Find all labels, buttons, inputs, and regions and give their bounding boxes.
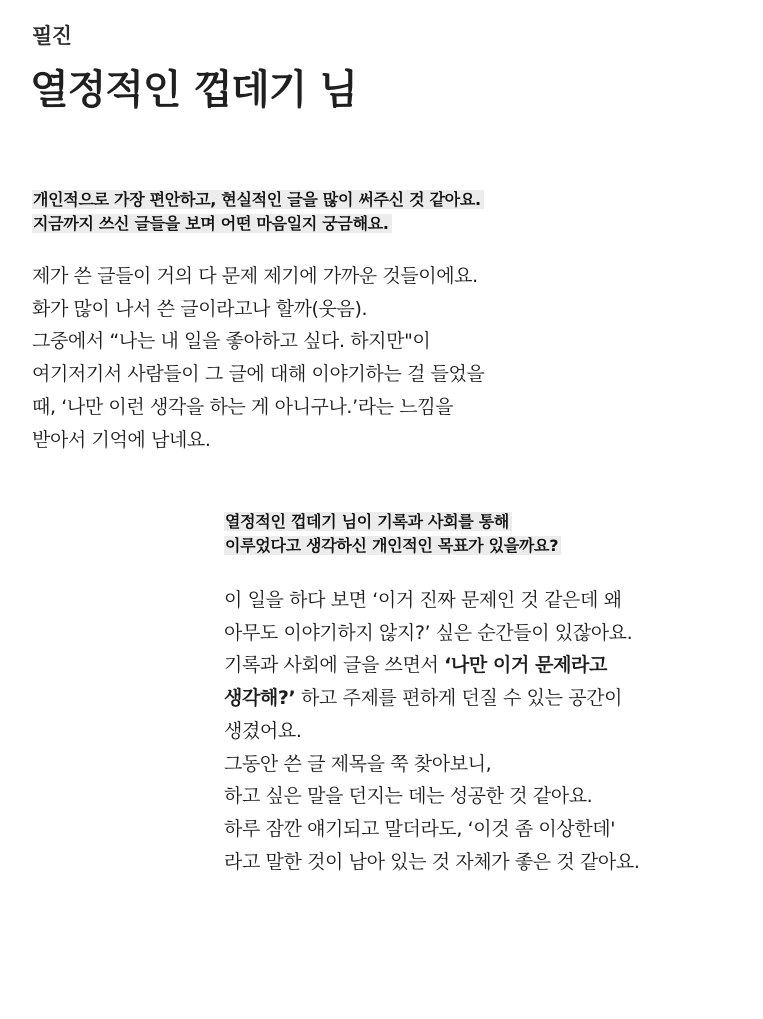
answer-line: 아무도 이야기하지 않지?’ 싶은 순간들이 있잖아요. xyxy=(224,621,633,644)
emphasized-quote: 생각해?’ xyxy=(224,687,296,710)
interview-question-2 xyxy=(224,510,561,558)
answer-text: 하고 주제를 편하게 던질 수 있는 공간이 xyxy=(295,687,623,710)
answer-line: 라고 말한 것이 남아 있는 것 자체가 좋은 것 같아요. xyxy=(224,850,640,873)
answer-line: 화가 많이 나서 쓴 글이라고나 할까(웃음). xyxy=(32,297,368,320)
answer-line: 그중에서 “나는 내 일을 좋아하고 싶다. 하지만"이 xyxy=(32,330,431,353)
answer-line xyxy=(224,649,639,682)
question-line: 이루었다고 생각하신 개인적인 목표가 있을까요? xyxy=(224,536,561,555)
answer-line: 생겼어요. xyxy=(224,719,302,742)
answer-line: 하고 싶은 말을 던지는 데는 성공한 것 같아요. xyxy=(224,785,593,808)
interview-answer-1 xyxy=(32,260,484,456)
answer-line: 여기저기서 사람들이 그 글에 대해 이야기하는 걸 들었을 xyxy=(32,363,485,386)
answer-line: 때, ‘나만 이런 생각을 하는 게 아니구나.’라는 느낌을 xyxy=(32,395,454,418)
answer-text: 기록과 사회에 글을 쓰면서 xyxy=(224,654,445,677)
answer-line: 이 일을 하다 보면 ‘이거 진짜 문제인 것 같은데 왜 xyxy=(224,589,622,611)
question-line: 개인적으로 가장 편안하고, 현실적인 글을 많이 써주신 것 같아요. xyxy=(32,190,484,209)
interview-question-1 xyxy=(32,188,484,236)
question-line: 지금까지 쓰신 글들을 보며 어떤 마음일지 궁금해요. xyxy=(32,214,392,233)
question-line: 열정적인 껍데기 님이 기록과 사회를 통해 xyxy=(224,512,512,531)
category-label: 필진 xyxy=(32,24,72,48)
answer-line: 하루 잠깐 얘기되고 말더라도, ‘이것 좀 이상한데' xyxy=(224,817,616,840)
answer-line: 그동안 쓴 글 제목을 쭉 찾아보니, xyxy=(224,752,492,775)
interview-answer-2 xyxy=(224,584,639,878)
emphasized-quote: ‘나만 이거 문제라고 xyxy=(444,654,607,677)
answer-line: 제가 쓴 글들이 거의 다 문제 제기에 가까운 것들이에요. xyxy=(32,265,478,287)
answer-line: 받아서 기억에 남네요. xyxy=(32,428,211,451)
page-title: 열정적인 껍데기 님 xyxy=(30,67,357,113)
answer-line xyxy=(224,682,639,715)
